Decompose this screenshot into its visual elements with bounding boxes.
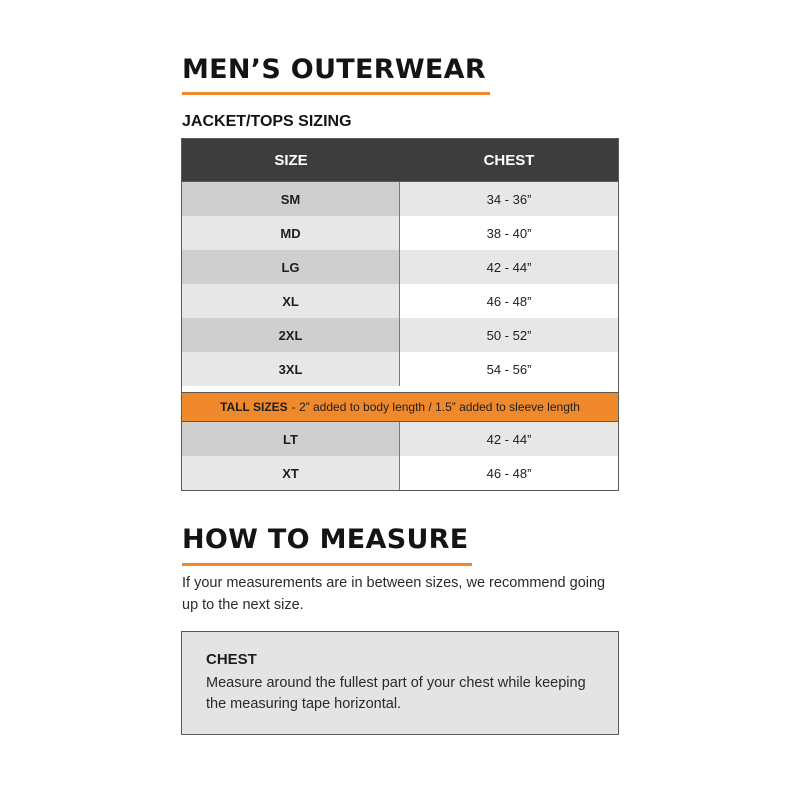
how-to-measure-heading: HOW TO MEASURE (182, 524, 469, 555)
outerwear-heading: MEN’S OUTERWEAR (182, 54, 486, 85)
table-row (182, 456, 618, 490)
table-row (182, 182, 618, 216)
table-header (182, 139, 618, 182)
jacket-sizing-subheading: JACKET/TOPS SIZING (182, 113, 352, 130)
sizing-advice-text: If your measurements are in between sizes, we recommend going up to the next size. (182, 575, 606, 613)
chest-cell: 34 - 36” (400, 182, 618, 216)
chest-cell: 42 - 44” (400, 422, 618, 456)
chest-cell: 54 - 56” (400, 352, 618, 386)
how-to-measure-heading-underline (182, 563, 472, 566)
size-column-header: SIZE (274, 151, 308, 169)
size-cell: LG (182, 250, 400, 284)
table-row (182, 422, 618, 456)
tall-sizes-banner (182, 392, 618, 422)
table-row (182, 318, 618, 352)
chest-measure-title: CHEST (206, 651, 257, 668)
size-cell: 2XL (182, 318, 400, 352)
size-cell: XL (182, 284, 400, 318)
size-cell: MD (182, 216, 400, 250)
size-chart-table (181, 138, 619, 491)
chest-cell: 46 - 48” (400, 456, 618, 490)
chest-column-header: CHEST (483, 151, 535, 169)
size-cell: 3XL (182, 352, 400, 386)
table-row (182, 352, 618, 386)
chest-cell: 38 - 40” (400, 216, 618, 250)
outerwear-heading-underline (182, 92, 490, 95)
chest-cell: 50 - 52” (400, 318, 618, 352)
table-row (182, 216, 618, 250)
chest-cell: 42 - 44” (400, 250, 618, 284)
chest-cell: 46 - 48” (400, 284, 618, 318)
table-row (182, 250, 618, 284)
tall-sizes-label: TALL SIZES (220, 400, 288, 414)
chest-measure-box (181, 631, 619, 735)
size-cell: XT (182, 456, 400, 490)
size-cell: SM (182, 182, 400, 216)
tall-sizes-note: - 2” added to body length / 1.5” added to sleeve length (291, 400, 580, 414)
table-row (182, 284, 618, 318)
size-cell: LT (182, 422, 400, 456)
chest-measure-description: Measure around the fullest part of your chest while keeping the measuring tape horizontal. (206, 675, 586, 712)
